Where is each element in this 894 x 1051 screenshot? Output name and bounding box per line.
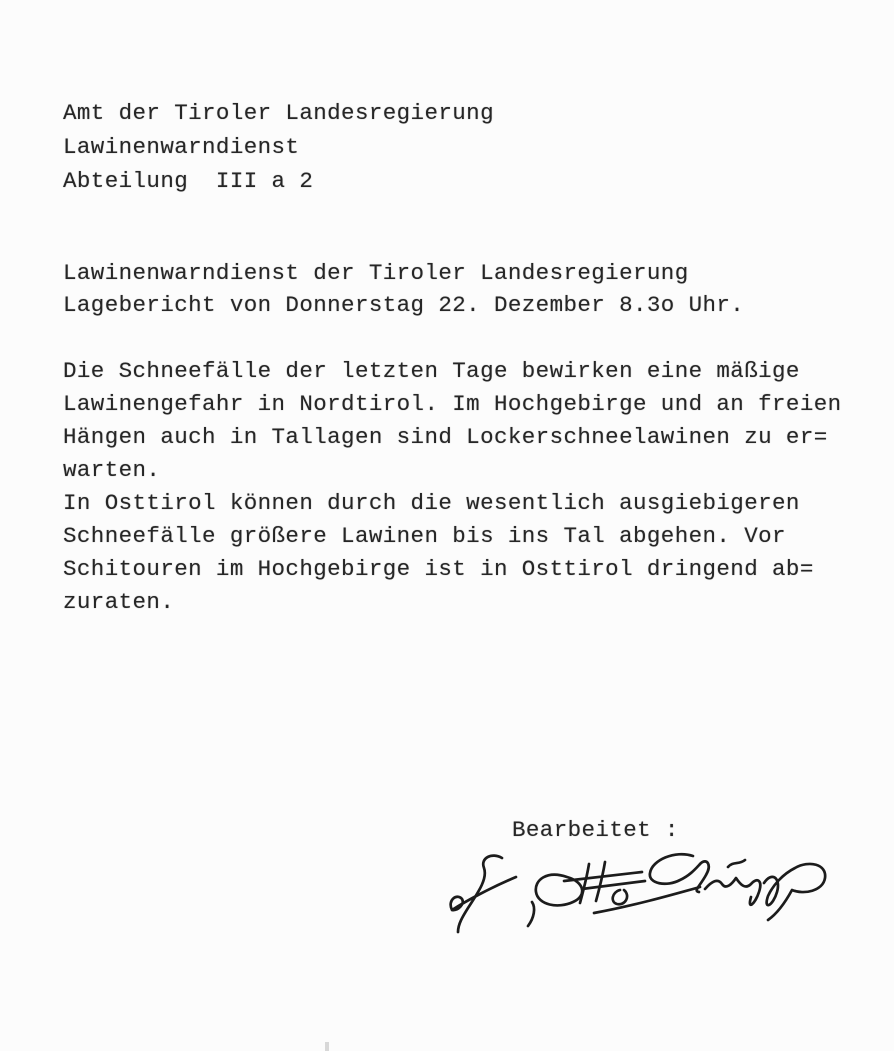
report-body xyxy=(63,355,842,619)
body-line: Schneefälle größere Lawinen bis ins Tal abgehen. Vor xyxy=(63,523,786,549)
body-line: Die Schneefälle der letzten Tage bewirken eine mäßige xyxy=(63,358,800,384)
letterhead-office: Amt der Tiroler Landesregierung xyxy=(63,100,494,126)
processed-by-label: Bearbeitet : xyxy=(512,817,679,843)
scan-artifact xyxy=(325,1042,329,1051)
body-line: Schitouren im Hochgebirge ist in Osttirol dringend ab= xyxy=(63,556,814,582)
letterhead-department: Abteilung III a 2 xyxy=(63,168,314,194)
report-date-line: Lagebericht von Donnerstag 22. Dezember 8.3o Uhr. xyxy=(63,292,745,318)
body-line: Hängen auch in Tallagen sind Lockerschneelawinen zu er= xyxy=(63,424,828,450)
signature xyxy=(446,846,850,948)
report-title-block xyxy=(63,257,744,321)
body-line: In Osttirol können durch die wesentlich ausgiebigeren xyxy=(63,490,800,516)
body-line: Lawinengefahr in Nordtirol. Im Hochgebirge und an freien xyxy=(63,391,842,417)
letterhead xyxy=(63,96,494,198)
letterhead-service: Lawinenwarndienst xyxy=(63,134,300,160)
report-title-line: Lawinenwarndienst der Tiroler Landesregierung xyxy=(63,260,689,286)
body-line: warten. xyxy=(63,457,161,483)
body-line: zuraten. xyxy=(63,589,175,615)
